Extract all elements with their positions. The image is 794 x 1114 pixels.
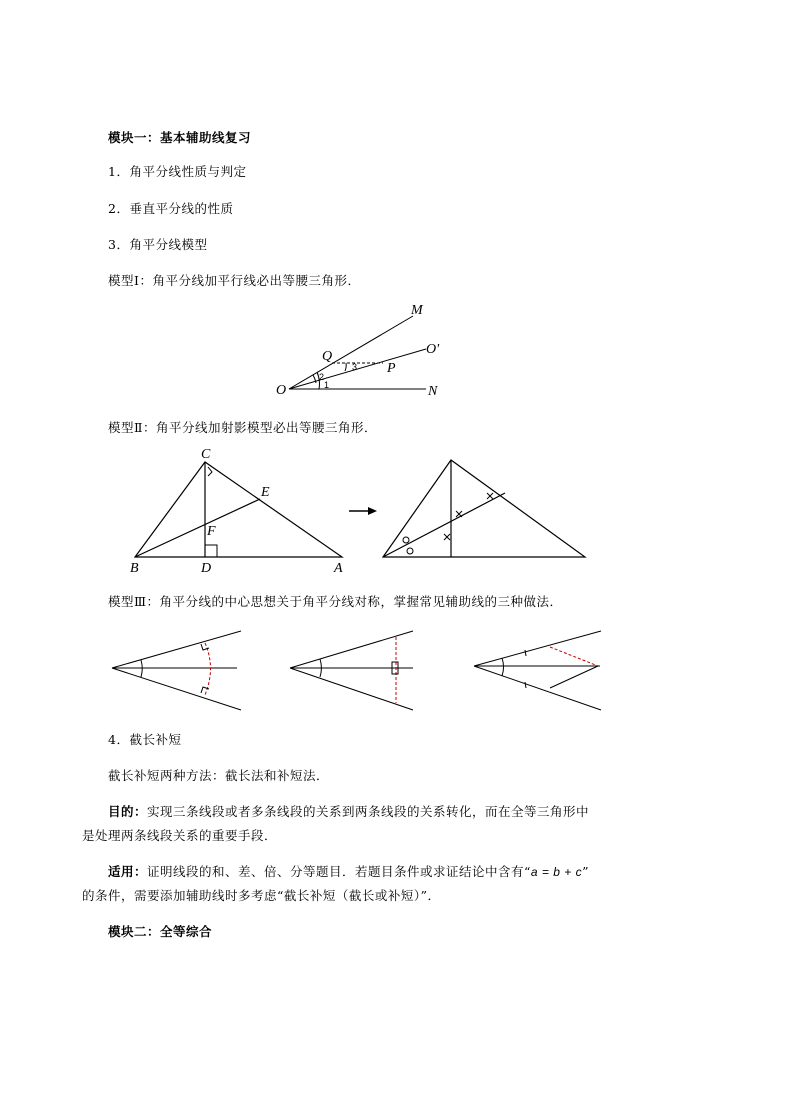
label-o: O [276, 383, 287, 398]
perpendicular-dashed-a [205, 643, 211, 695]
methods-text: 截长补短两种方法：截长法和补短法． [108, 768, 330, 783]
purpose-line2: 是处理两条线段关系的重要手段． [82, 828, 278, 843]
figure-model2-left [135, 462, 342, 557]
ray-om [289, 316, 413, 389]
item-angle-bisector: 1．角平分线性质与判定 [108, 164, 247, 179]
lower-ray-a [112, 668, 241, 710]
label-q: Q [322, 349, 333, 364]
triangle-right [383, 460, 585, 557]
label-n: N [428, 384, 438, 399]
lower-ray-c [474, 666, 601, 710]
label-a: A [334, 561, 343, 576]
model3-text: 模型Ⅲ：角平分线的中心思想关于角平分线对称，掌握常见辅助线的三种做法． [108, 594, 563, 609]
mark-circle-1 [403, 537, 409, 543]
bisector-be [135, 499, 260, 557]
reflect-line-c [550, 666, 598, 688]
reflect-dashed-c [550, 647, 598, 666]
label-angle3: 3 [352, 362, 358, 372]
figure-model3-b [290, 631, 413, 710]
item-cut-long-fill-short: 4．截长补短 [108, 732, 182, 747]
apply-text: 证明线段的和、差、倍、分等题目．若题目条件或求证结论中含有“ [147, 864, 531, 879]
purpose-label: 目的： [108, 804, 148, 819]
module1-heading: 模块一：基本辅助线复习 [108, 130, 252, 145]
tick-c1 [525, 650, 526, 656]
figure-model3-a [112, 631, 241, 710]
label-b: B [130, 561, 139, 576]
mark-circle-2 [407, 548, 413, 554]
figure-model3-c [474, 631, 601, 710]
arrow-icon [349, 507, 377, 515]
bisector-right [383, 493, 505, 557]
right-angle-c [208, 467, 212, 476]
label-d: D [201, 561, 212, 576]
item-bisector-models: 3．角平分线模型 [108, 237, 208, 252]
right-angle-d [205, 545, 217, 557]
apply-label: 适用： [108, 864, 148, 879]
label-f: F [207, 524, 216, 539]
label-p: P [387, 361, 396, 376]
figure-model1-labels [276, 303, 440, 399]
figure-model1 [289, 316, 426, 389]
item-perpendicular-bisector: 2．垂直平分线的性质 [108, 201, 234, 216]
figure-model2-right [383, 460, 585, 557]
model1-text: 模型Ⅰ：角平分线加平行线必出等腰三角形． [108, 273, 361, 288]
tick-c2 [525, 682, 526, 688]
label-o-prime: O' [426, 342, 440, 357]
model2-text: 模型Ⅱ：角平分线加射影模型必出等腰三角形． [108, 420, 377, 435]
label-c: C [201, 447, 211, 462]
purpose-text: 实现三条线段或者多条线段的关系到两条线段的关系转化，而在全等三角形中 [147, 804, 590, 819]
label-m: M [411, 303, 423, 318]
label-angle1: 1 [324, 380, 330, 390]
module2-heading: 模块二：全等综合 [108, 924, 213, 939]
label-angle2: 2 [319, 372, 325, 382]
angle-arc-c [502, 658, 503, 676]
ray-oo2 [289, 349, 426, 389]
apply-quote-close: ” [582, 864, 590, 879]
upper-ray-a [112, 631, 241, 668]
apply-line2: 的条件，需要添加辅助线时多考虑“截长补短（截长或补短）”． [82, 888, 441, 903]
angle-arc-3 [345, 363, 346, 371]
label-e: E [261, 485, 270, 500]
upper-ray-c [474, 631, 601, 666]
apply-formula: a = b + c [530, 865, 583, 879]
